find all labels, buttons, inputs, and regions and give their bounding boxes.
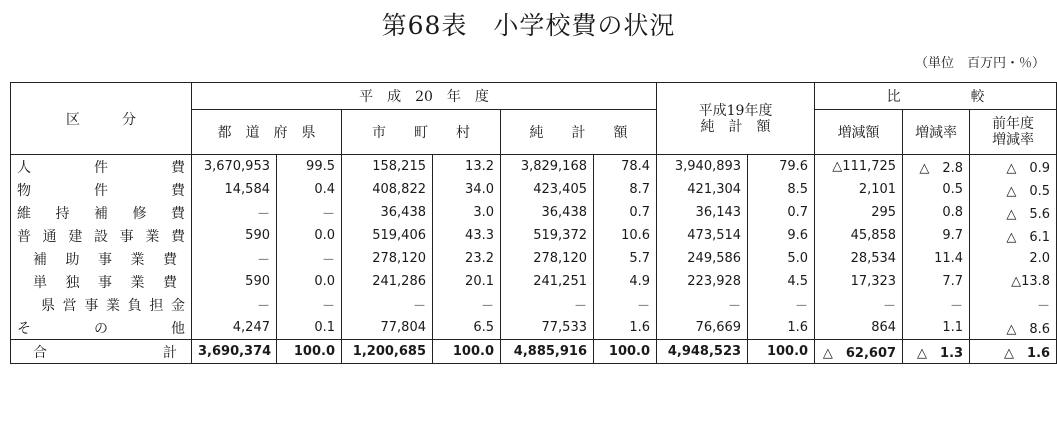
table-body: [11, 155, 1057, 364]
cell: －: [657, 293, 748, 316]
row-label: 物件費: [11, 178, 192, 201]
cell: 4.9: [594, 270, 657, 293]
header-zennen-line2: 増減率: [992, 132, 1035, 148]
cell: －: [192, 201, 277, 224]
cell: 1.6: [748, 316, 815, 340]
cell: 36,438: [501, 201, 594, 224]
row-label: その他: [11, 316, 192, 340]
row-label: 単独事業費: [11, 270, 192, 293]
cell: 421,304: [657, 178, 748, 201]
cell: 8.7: [594, 178, 657, 201]
cell: －: [501, 293, 594, 316]
cell: 43.3: [433, 224, 501, 247]
header-zennen-line1: 前年度: [992, 116, 1035, 132]
table-row: [11, 270, 1057, 293]
total-cell: △ 62,607: [815, 340, 903, 364]
cell: 20.1: [433, 270, 501, 293]
cell: 0.1: [277, 316, 342, 340]
cell: 3,829,168: [501, 155, 594, 179]
cell: 4,247: [192, 316, 277, 340]
cell: 5.0: [748, 247, 815, 270]
row-label: 補助事業費: [11, 247, 192, 270]
cell: －: [277, 247, 342, 270]
cell: －: [277, 201, 342, 224]
total-cell: 4,885,916: [501, 340, 594, 364]
cell: 0.0: [277, 270, 342, 293]
total-cell: 100.0: [433, 340, 501, 364]
page-title: 第68表 小学校費の状況: [381, 11, 676, 40]
cell: －: [342, 293, 433, 316]
cell: 295: [815, 201, 903, 224]
cell: －: [192, 293, 277, 316]
cell: 278,120: [501, 247, 594, 270]
cell: －: [594, 293, 657, 316]
header-zogenritsu: 増減率: [903, 110, 970, 155]
cell: 423,405: [501, 178, 594, 201]
cell: 3,940,893: [657, 155, 748, 179]
cell: 3.0: [433, 201, 501, 224]
table-row: [11, 224, 1057, 247]
total-row: [11, 340, 1057, 364]
cell: 9.6: [748, 224, 815, 247]
cell: 0.7: [748, 201, 815, 224]
total-cell: 100.0: [748, 340, 815, 364]
total-cell: 100.0: [594, 340, 657, 364]
cell: 10.6: [594, 224, 657, 247]
cell: △ 0.5: [970, 178, 1057, 201]
cell: 8.5: [748, 178, 815, 201]
row-label: 普通建設事業費: [11, 224, 192, 247]
unit-note: （単位 百万円・％）: [914, 56, 1045, 71]
table-row: [11, 293, 1057, 316]
cell: 36,143: [657, 201, 748, 224]
cell: 45,858: [815, 224, 903, 247]
cell: 7.7: [903, 270, 970, 293]
header-zennen: [970, 110, 1057, 155]
cell: 78.4: [594, 155, 657, 179]
total-cell: 1,200,685: [342, 340, 433, 364]
cell: 9.7: [903, 224, 970, 247]
cell: 0.5: [903, 178, 970, 201]
cell: △ 5.6: [970, 201, 1057, 224]
table-row: [11, 316, 1057, 340]
cell: 0.4: [277, 178, 342, 201]
cell: －: [277, 293, 342, 316]
header-h19-line1: 平成19年度: [698, 102, 773, 119]
cell: －: [748, 293, 815, 316]
header-todofuken: 都 道 府 県: [192, 110, 342, 155]
header-h19: [657, 83, 815, 155]
cell: 2,101: [815, 178, 903, 201]
header-kubun: 区 分: [11, 83, 192, 155]
header-hikaku: 比 較: [815, 83, 1057, 110]
cell: 158,215: [342, 155, 433, 179]
cell: 241,251: [501, 270, 594, 293]
table-row: [11, 155, 1057, 179]
total-cell: △ 1.6: [970, 340, 1057, 364]
cell: 23.2: [433, 247, 501, 270]
header-zogengaku: 増減額: [815, 110, 903, 155]
cell: 519,372: [501, 224, 594, 247]
cell: －: [192, 247, 277, 270]
header-h19-line2: 純 計 額: [700, 118, 771, 135]
cell: 4.5: [748, 270, 815, 293]
total-cell: 3,690,374: [192, 340, 277, 364]
cell: △13.8: [970, 270, 1057, 293]
cell: 79.6: [748, 155, 815, 179]
cell: 34.0: [433, 178, 501, 201]
cell: 590: [192, 270, 277, 293]
header-shichoson: 市 町 村: [342, 110, 501, 155]
row-label: 人件費: [11, 155, 192, 179]
cell: －: [970, 293, 1057, 316]
school-expense-table: [10, 82, 1057, 364]
cell: △ 8.6: [970, 316, 1057, 340]
total-cell: 100.0: [277, 340, 342, 364]
cell: 6.5: [433, 316, 501, 340]
row-label: 維持補修費: [11, 201, 192, 224]
cell: 2.0: [970, 247, 1057, 270]
cell: 278,120: [342, 247, 433, 270]
row-label: 県営事業負担金: [11, 293, 192, 316]
total-label: 合計: [11, 340, 192, 364]
cell: 76,669: [657, 316, 748, 340]
cell: 0.0: [277, 224, 342, 247]
cell: △ 0.9: [970, 155, 1057, 179]
cell: 864: [815, 316, 903, 340]
cell: 77,804: [342, 316, 433, 340]
cell: 99.5: [277, 155, 342, 179]
cell: 3,670,953: [192, 155, 277, 179]
cell: 1.6: [594, 316, 657, 340]
cell: 519,406: [342, 224, 433, 247]
cell: 0.7: [594, 201, 657, 224]
header-junkei: 純 計 額: [501, 110, 657, 155]
cell: 28,534: [815, 247, 903, 270]
table-row: [11, 178, 1057, 201]
cell: 241,286: [342, 270, 433, 293]
cell: △ 6.1: [970, 224, 1057, 247]
cell: 1.1: [903, 316, 970, 340]
cell: 590: [192, 224, 277, 247]
cell: －: [433, 293, 501, 316]
cell: 36,438: [342, 201, 433, 224]
cell: 249,586: [657, 247, 748, 270]
cell: 14,584: [192, 178, 277, 201]
table-row: [11, 201, 1057, 224]
total-cell: △ 1.3: [903, 340, 970, 364]
cell: △111,725: [815, 155, 903, 179]
header-h20: 平 成 20 年 度: [192, 83, 657, 110]
cell: △ 2.8: [903, 155, 970, 179]
cell: －: [815, 293, 903, 316]
table-row: [11, 247, 1057, 270]
cell: 17,323: [815, 270, 903, 293]
cell: 408,822: [342, 178, 433, 201]
cell: 0.8: [903, 201, 970, 224]
cell: 13.2: [433, 155, 501, 179]
cell: 473,514: [657, 224, 748, 247]
cell: 223,928: [657, 270, 748, 293]
total-cell: 4,948,523: [657, 340, 748, 364]
cell: 5.7: [594, 247, 657, 270]
cell: 11.4: [903, 247, 970, 270]
cell: 77,533: [501, 316, 594, 340]
cell: －: [903, 293, 970, 316]
